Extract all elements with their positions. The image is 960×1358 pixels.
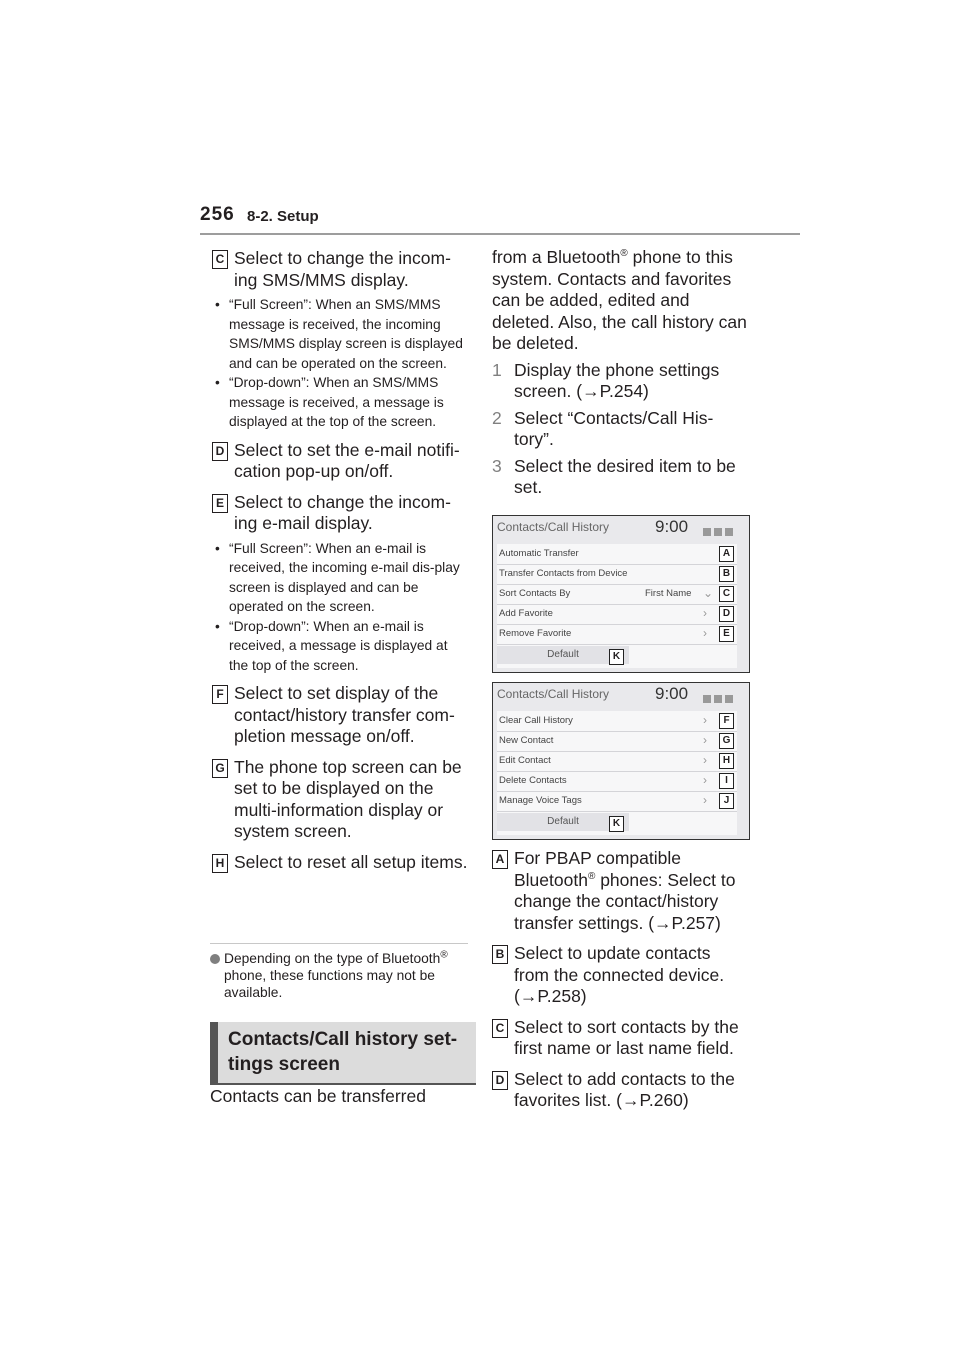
registered-mark: ® (587, 870, 596, 882)
section-heading-text: Contacts/Call history set-tings screen (228, 1029, 458, 1075)
item-d-right (492, 1069, 748, 1112)
item-a-post: phones: Select to change the contact/history transfer settings. (→P.257) (514, 869, 736, 933)
chevron-right-icon: › (703, 793, 707, 807)
row-manage-voice-tags[interactable] (497, 791, 737, 812)
row-transfer-contacts[interactable] (497, 564, 737, 585)
battery-icon (714, 695, 722, 703)
row-edit-contact[interactable] (497, 751, 737, 772)
callout-label: J (719, 793, 734, 809)
label-e: E (212, 494, 228, 513)
item-e-text: Select to change the incom-ing e-mail display. (234, 491, 451, 533)
callout-label: D (719, 606, 734, 622)
step-3 (492, 456, 748, 499)
item-a-pre: For PBAP compatible Bluetooth (514, 848, 681, 890)
section-title: 8-2. Setup (247, 208, 319, 225)
step-number: 2 (492, 407, 502, 428)
item-e-bullets (212, 539, 468, 676)
item-c-text: Select to sort contacts by the first name or last name field. (514, 1016, 739, 1058)
row-new-contact[interactable] (497, 731, 737, 752)
callout-label: C (719, 586, 734, 602)
chevron-down-icon: ⌄ (703, 586, 714, 600)
registered-mark: ® (620, 248, 628, 260)
status-icons (703, 523, 743, 532)
intro-continued-pre: from a Bluetooth (492, 247, 621, 267)
row-text: Sort Contacts By (499, 588, 571, 599)
callout-label: B (719, 566, 734, 582)
label-f: F (212, 685, 228, 704)
screen-title: Contacts/Call History (497, 687, 610, 701)
callout-label-k: K (609, 816, 624, 832)
row-text: Automatic Transfer (499, 548, 579, 559)
callout-label: E (719, 626, 734, 642)
row-text: Remove Favorite (499, 628, 572, 639)
step-text: Select the desired item to be set. (514, 455, 736, 497)
item-c (212, 248, 468, 291)
contacts-settings-screen-2 (492, 682, 750, 840)
lock-icon (725, 695, 733, 703)
label-d: D (212, 442, 228, 461)
screen-title: Contacts/Call History (497, 520, 610, 534)
callout-label: H (719, 753, 734, 769)
section-heading (210, 1022, 476, 1085)
screen-clock: 9:00 (655, 684, 689, 703)
step-2 (492, 408, 748, 451)
item-f-text: Select to set display of the contact/history transfer com-pletion message on/off. (234, 683, 455, 746)
item-a (492, 848, 748, 934)
lock-icon (725, 528, 733, 536)
row-delete-contacts[interactable] (497, 771, 737, 792)
page-number: 256 (200, 204, 235, 225)
registered-mark: ® (440, 949, 448, 961)
step-number: 3 (492, 455, 502, 476)
row-text: Transfer Contacts from Device (499, 568, 628, 579)
row-value: First Name (645, 588, 692, 599)
signal-icon (703, 528, 711, 536)
item-g (212, 757, 468, 843)
row-text: Manage Voice Tags (499, 795, 582, 806)
row-remove-favorite[interactable] (497, 624, 737, 645)
item-d (212, 440, 468, 483)
label-c: C (492, 1019, 508, 1038)
label-a: A (492, 850, 508, 869)
item-d-text: Select to add contacts to the favorites list. (→P.260) (514, 1068, 735, 1110)
callout-label: A (719, 546, 734, 562)
battery-icon (714, 528, 722, 536)
note-bullet-icon (210, 954, 220, 964)
item-g-text: The phone top screen can be set to be displayed on the multi-information display or system screen. (234, 756, 462, 841)
bullet: • “Full Screen”: When an e-mail is received, the incoming e-mail dis-play screen is displayed and can be operated on the screen. (212, 539, 468, 617)
step-text: Display the phone settings screen. (→P.254) (514, 359, 720, 401)
right-column (492, 247, 748, 499)
right-column-items (492, 848, 748, 1121)
chevron-right-icon: › (703, 713, 707, 727)
chevron-right-icon: › (703, 626, 707, 640)
intro-text: Contacts can be transferred (210, 1086, 426, 1106)
default-button[interactable]: Default (497, 646, 629, 664)
item-c-bullets (212, 295, 468, 432)
callout-label: I (719, 773, 734, 789)
item-c-right (492, 1017, 748, 1060)
row-clear-call-history[interactable] (497, 711, 737, 732)
contacts-settings-screen-1 (492, 515, 750, 673)
callout-label-k: K (609, 649, 624, 665)
note-text-post: phone, these functions may not be available. (224, 968, 435, 1000)
item-h (212, 852, 468, 874)
bullet: • “Drop-down”: When an SMS/MMS message is received, a message is displayed at the top of the screen. (212, 373, 468, 432)
item-b (492, 943, 748, 1008)
signal-icon (703, 695, 711, 703)
bullet: • “Full Screen”: When an SMS/MMS message is received, the incoming SMS/MMS display screen is displayed and can be operated on the screen. (212, 295, 468, 373)
screen-clock: 9:00 (655, 517, 689, 536)
chevron-right-icon: › (703, 773, 707, 787)
note-text-pre: Depending on the type of Bluetooth (224, 951, 441, 966)
row-text: Edit Contact (499, 755, 551, 766)
label-b: B (492, 945, 508, 964)
row-sort-contacts[interactable] (497, 584, 737, 605)
chevron-right-icon: › (703, 606, 707, 620)
step-1 (492, 360, 748, 403)
label-c: C (212, 250, 228, 269)
callout-label: G (719, 733, 734, 749)
bullet: • “Drop-down”: When an e-mail is received, a message is displayed at the top of the screen. (212, 617, 468, 676)
item-d-text: Select to set the e-mail notifi-cation pop-up on/off. (234, 439, 460, 481)
label-h: H (212, 854, 228, 873)
intro-continued-post: phone to this system. Contacts and favorites can be added, edited and deleted. Also, the call history can be deleted. (492, 247, 747, 353)
chevron-right-icon: › (703, 733, 707, 747)
item-f (212, 683, 468, 748)
step-number: 1 (492, 359, 502, 380)
step-text: Select “Contacts/Call His-tory”. (514, 407, 714, 449)
status-icons (703, 690, 743, 699)
row-text: Delete Contacts (499, 775, 567, 786)
row-text: Add Favorite (499, 608, 553, 619)
chevron-right-icon: › (703, 753, 707, 767)
callout-label: F (719, 713, 734, 729)
row-automatic-transfer[interactable] (497, 544, 737, 565)
item-h-text: Select to reset all setup items. (234, 851, 468, 872)
item-b-text: Select to update contacts from the connected device. (→P.258) (514, 943, 725, 1006)
note (210, 943, 468, 1001)
item-c-text: Select to change the incom-ing SMS/MMS display. (234, 248, 451, 290)
label-g: G (212, 759, 228, 778)
header-rule (200, 233, 800, 235)
item-e (212, 492, 468, 535)
default-button[interactable]: Default (497, 813, 629, 831)
label-d: D (492, 1071, 508, 1090)
row-add-favorite[interactable] (497, 604, 737, 625)
row-text: Clear Call History (499, 715, 573, 726)
left-column (212, 248, 468, 891)
intro-continued (492, 247, 748, 355)
row-text: New Contact (499, 735, 554, 746)
